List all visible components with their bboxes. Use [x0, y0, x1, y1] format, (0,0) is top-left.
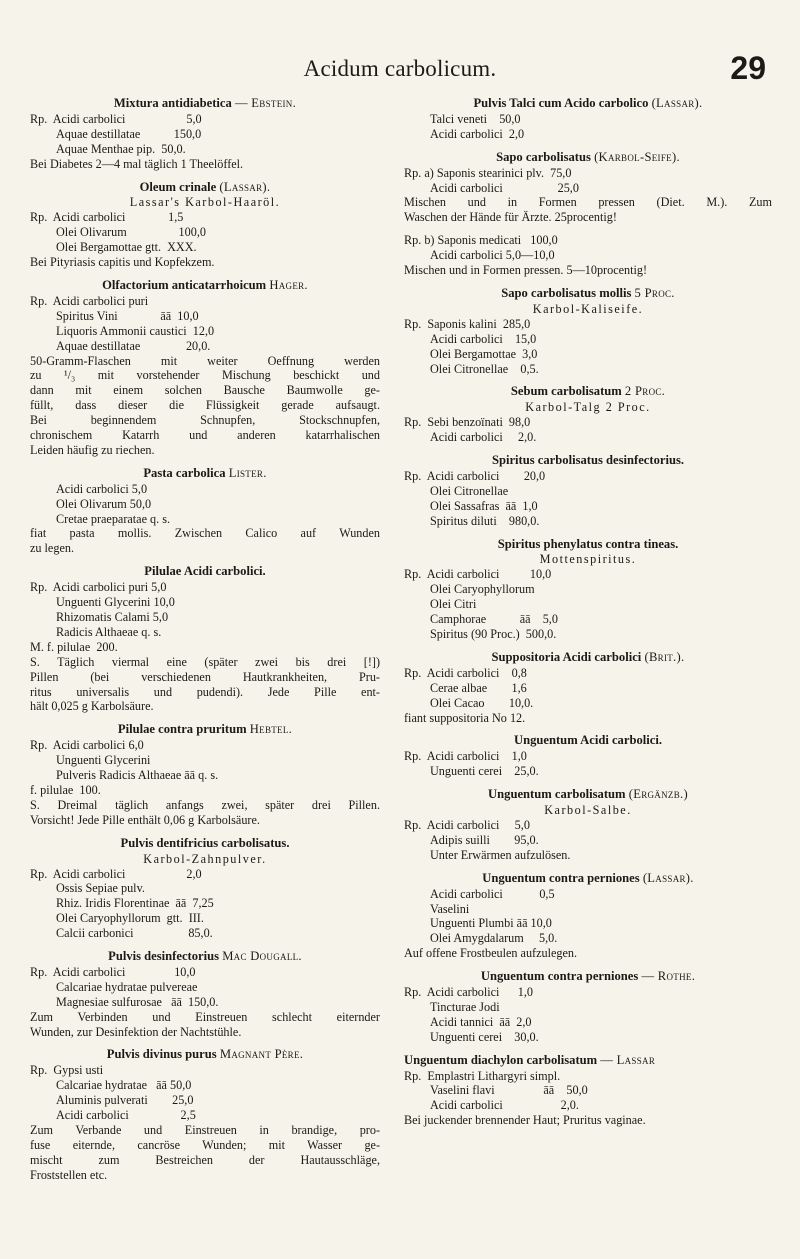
recipe-line: Ossis Sepiae pulv.: [56, 881, 145, 896]
recipe-subtitle: Mottenspiritus.: [539, 552, 637, 567]
recipe-line: Olei Amygdalarum 5,0.: [430, 931, 558, 946]
recipe-section: [30, 1047, 380, 1182]
recipe-line: M. f. pilulae 200.: [30, 639, 118, 654]
recipe-line: Rp. Sebi benzoïnati 98,0: [404, 415, 531, 430]
recipe-title-text: Unguentum diachylon carbolisatum: [404, 1052, 598, 1067]
recipe-subtitle: Karbol-Salbe.: [544, 803, 632, 818]
recipe-title-text: Pulvis dentifricius carbolisatus.: [120, 835, 290, 850]
recipe-note-line: Leiden häufig zu riechen.: [30, 442, 155, 457]
recipe-line: Aluminis pulverati 25,0: [56, 1093, 194, 1108]
recipe-title-text: Suppositoria Acidi carbolici: [491, 649, 642, 664]
recipe-line: Rp. Acidi carbolici 10,0: [404, 567, 552, 582]
recipe-line: Olei Citronellae 0,5.: [430, 361, 539, 376]
recipe-note-line: Wunden, zur Desinfektion der Nachtstühle.: [30, 1024, 242, 1039]
recipe-line: Spiritus Vini āā 10,0: [56, 308, 199, 323]
recipe-title: [30, 96, 380, 111]
recipe-title: [404, 733, 772, 748]
recipe-line: Bei juckender brennender Haut; Pruritus vaginae.: [404, 1113, 646, 1128]
recipe-title-text: Pasta carbolica: [143, 465, 226, 480]
recipe-section: [30, 466, 380, 556]
recipe-section: [404, 286, 772, 376]
recipe-title-text: Sapo carbolisatus mollis: [501, 285, 632, 300]
recipe-section: [404, 96, 772, 142]
recipe-title-text: Unguentum Acidi carbolici.: [514, 733, 662, 748]
recipe-line: Unguenti Glycerini: [56, 753, 151, 768]
recipe-note-line: zu ¹/₃ mit vorstehender Mischung beschickt und: [30, 368, 380, 383]
recipe-title-text: Oleum crinale: [139, 179, 217, 194]
recipe-line: Rhiz. Iridis Florentinae āā 7,25: [56, 896, 214, 911]
recipe-title: [30, 278, 380, 293]
recipe-line: Spiritus diluti 980,0.: [430, 513, 540, 528]
recipe-section: [30, 722, 380, 827]
recipe-note: [404, 195, 772, 225]
recipe-note-line: Bei beginnendem Schnupfen, Stockschnupfen,: [30, 413, 380, 428]
recipe-note: [30, 655, 380, 715]
recipe-line: Acidi carbolici 2,0.: [430, 1098, 579, 1113]
recipe-note-line: 50-Gramm-Flaschen mit weiter Oeffnung werden: [30, 353, 380, 368]
recipe-line: Vaselini flavi āā 50,0: [430, 1083, 588, 1098]
recipe-note-line: fiat pasta mollis. Zwischen Calico auf Wunden: [30, 526, 380, 541]
recipe-author: Hager.: [269, 277, 308, 292]
recipe-note-line: Zum Verbinden und Einstreuen schlecht eiternder: [30, 1009, 380, 1024]
recipe-line: Rp. Acidi carbolici 1,0: [404, 749, 527, 764]
recipe-title: [404, 96, 772, 111]
recipe-author: (Ergänzb.): [628, 787, 688, 802]
recipe-section: [404, 871, 772, 961]
recipe-line: Rp. Acidi carbolici 0,8: [404, 665, 527, 680]
recipe-section: [404, 733, 772, 779]
recipe-note-line: S. Dreimal täglich anfangs zwei, später drei Pillen.: [30, 797, 380, 812]
recipe-note-line: zu legen.: [30, 541, 74, 556]
recipe-line: Adipis suilli 95,0.: [430, 832, 539, 847]
recipe-line: Olei Citri: [430, 597, 477, 612]
recipe-note-line: dann mit einem solchen Bausche Baumwolle ge-: [30, 383, 380, 398]
recipe-line: Camphorae āā 5,0: [430, 612, 558, 627]
recipe-subtitle: Karbol-Kaliseife.: [532, 301, 644, 316]
recipe-line: Rp. Saponis kalini 285,0: [404, 316, 531, 331]
recipe-subtitle: Lassar's Karbol-Haaröl.: [129, 195, 281, 210]
recipe-section: [404, 150, 772, 226]
recipe-note-line: ritus universalis und pudendi). Jede Pille ent-: [30, 684, 380, 699]
recipe-line: Rp. b) Saponis medicati 100,0: [404, 233, 558, 248]
recipe-line: Aquae destillatae 20,0.: [56, 338, 211, 353]
recipe-title: [30, 180, 380, 195]
recipe-line: Olei Sassafras āā 1,0: [430, 498, 538, 513]
recipe-line: Acidi carbolici 5,0—10,0: [430, 248, 555, 263]
recipe-title: [404, 286, 772, 301]
recipe-line: Cerae albae 1,6: [430, 680, 527, 695]
recipe-section: [30, 278, 380, 458]
recipe-line: Calcii carbonici 85,0.: [56, 926, 213, 941]
recipe-section: [404, 1053, 772, 1129]
recipe-line: Rp. Acidi carbolici 5,0: [30, 111, 202, 126]
recipe-author: 2 Proc.: [624, 384, 666, 399]
recipe-subtitle: Karbol-Zahnpulver.: [143, 851, 267, 866]
recipe-line: Rp. Acidi carbolici puri: [30, 293, 149, 308]
recipe-line: Bei Pityriasis capitis und Kopfekzem.: [30, 255, 215, 270]
recipe-line: Olei Olivarum 50,0: [56, 496, 152, 511]
recipe-subtitle: Karbol-Talg 2 Proc.: [525, 400, 651, 415]
recipe-line: Rp. Acidi carbolici 1,0: [404, 985, 533, 1000]
recipe-title-text: Unguentum carbolisatum: [488, 787, 626, 802]
recipe-title-text: Mixtura antidiabetica: [113, 96, 232, 110]
recipe-line: Magnesiae sulfurosae āā 150,0.: [56, 994, 219, 1009]
recipe-section: [404, 650, 772, 726]
recipe-note-line: fuse eiternde, cancröse Wunden; mit Wasser ge-: [30, 1137, 380, 1152]
recipe-note-line: hält 0,025 g Karbolsäure.: [30, 699, 154, 714]
recipe-title-text: Olfactorium anticatarrhoicum: [102, 277, 267, 292]
recipe-section: [404, 969, 772, 1045]
recipe-author: Lister.: [228, 465, 267, 480]
recipe-note-line: chronischem Katarrh und anderen katarrhalischen: [30, 428, 380, 443]
page-header: [0, 52, 800, 92]
recipe-section: [30, 836, 380, 941]
recipe-line: Rhizomatis Calami 5,0: [56, 610, 169, 624]
recipe-line: Acidi carbolici 2,0.: [430, 430, 537, 445]
recipe-line: Unguenti Plumbi āā 10,0: [430, 916, 552, 931]
recipe-section: [30, 949, 380, 1039]
recipe-note: [30, 354, 380, 458]
recipe-note-line: Mischen und in Formen pressen. 5—10procentig!: [404, 263, 648, 278]
recipe-line: Olei Citronellae: [430, 483, 509, 498]
recipe-line: Rp. Acidi carbolici 5,0: [404, 817, 530, 832]
recipe-section: [404, 233, 772, 278]
recipe-author: (Lassar).: [642, 870, 694, 885]
recipe-note-line: Froststellen etc.: [30, 1167, 108, 1182]
recipe-title: [404, 150, 772, 165]
recipe-line: Pulveris Radicis Althaeae āā q. s.: [56, 768, 219, 783]
recipe-section: [30, 96, 380, 172]
recipe-line: Liquoris Ammonii caustici 12,0: [56, 323, 215, 338]
recipe-title-text: Pilulae contra pruritum: [117, 722, 247, 737]
recipe-line: Radicis Althaeae q. s.: [56, 624, 162, 639]
recipe-title: [404, 650, 772, 665]
recipe-title-text: Pilulae Acidi carbolici.: [144, 564, 266, 579]
recipe-title-text: Sapo carbolisatus: [496, 149, 591, 164]
recipe-title-text: Unguentum contra perniones: [480, 969, 639, 984]
page-number: 29: [730, 50, 766, 86]
recipe-line: Vaselini: [430, 901, 470, 916]
recipe-author: (Lassar).: [651, 96, 703, 110]
recipe-section: [404, 537, 772, 642]
recipe-title: [404, 453, 772, 468]
recipe-line: Tincturae Jodi: [430, 999, 500, 1014]
recipe-line: Rp. Gypsi usti: [30, 1063, 104, 1078]
recipe-title: [404, 871, 772, 886]
recipe-title: [30, 1047, 380, 1062]
recipe-note-line: füllt, dass dieser die Flüssigkeit gerade aufsaugt.: [30, 398, 380, 413]
recipe-line: Acidi carbolici 2,0: [430, 126, 525, 141]
recipe-title: [30, 836, 380, 851]
recipe-line: fiant suppositoria No 12.: [404, 710, 526, 725]
recipe-note: [30, 526, 380, 556]
recipe-title: [30, 466, 380, 481]
recipe-line: Acidi carbolici 5,0: [56, 481, 148, 496]
recipe-title-text: Pulvis divinus purus: [106, 1047, 217, 1062]
recipe-title-text: Spiritus phenylatus contra tineas.: [497, 536, 679, 551]
recipe-section: [404, 384, 772, 445]
recipe-title-text: Sebum carbolisatum: [510, 384, 622, 399]
recipe-line: Unguenti Glycerini 10,0: [56, 595, 175, 610]
recipe-note-line: S. Täglich viermal eine (später zwei bis drei [!]): [30, 654, 380, 669]
recipe-line: Olei Caryophyllorum: [430, 582, 535, 597]
recipe-note-line: Mischen und in Formen pressen (Diet. M.). Zum: [404, 195, 772, 210]
recipe-line: Aquae destillatae 150,0: [56, 126, 202, 141]
recipe-author: (Brit.).: [644, 649, 685, 664]
recipe-title: [30, 564, 380, 579]
recipe-line: Acidi carbolici 2,5: [56, 1108, 196, 1123]
recipe-author: — Rothe.: [641, 969, 696, 984]
recipe-line: Auf offene Frostbeulen aufzulegen.: [404, 946, 578, 961]
recipe-line: Olei Caryophyllorum gtt. III.: [56, 911, 204, 926]
recipe-title: [404, 1053, 772, 1068]
recipe-line: Olei Olivarum 100,0: [56, 225, 206, 240]
recipe-note-line: Zum Verbande und Einstreuen in brandige, pro-: [30, 1123, 380, 1137]
recipe-line: Olei Bergamottae gtt. XXX.: [56, 240, 197, 255]
recipe-note: [30, 1010, 380, 1040]
recipe-line: Calcariae hydratae āā 50,0: [56, 1078, 192, 1093]
recipe-title-text: Pulvis desinfectorius: [108, 949, 220, 964]
recipe-title: [404, 384, 772, 399]
recipe-author: (Lassar).: [219, 179, 271, 194]
recipe-line: Aquae Menthae pip. 50,0.: [56, 141, 186, 156]
recipe-line: Bei Diabetes 2—4 mal täglich 1 Theelöffel.: [30, 156, 244, 171]
recipe-line: Rp. a) Saponis stearinici plv. 75,0: [404, 165, 572, 180]
recipe-note-line: Waschen der Hände für Ärzte. 25procentig!: [404, 210, 617, 225]
recipe-note: [30, 798, 380, 828]
right-column: [404, 96, 772, 1136]
recipe-author: — Ebstein.: [234, 96, 297, 110]
recipe-line: Acidi carbolici 25,0: [430, 180, 579, 195]
recipe-line: Unter Erwärmen aufzulösen.: [430, 847, 571, 862]
recipe-line: Rp. Acidi carbolici 6,0: [30, 738, 144, 753]
recipe-author: Hebtel.: [249, 722, 293, 737]
recipe-line: Spiritus (90 Proc.) 500,0.: [430, 627, 557, 641]
recipe-title: [30, 949, 380, 964]
recipe-note-line: Pillen (bei verschiedenen Hautkrankheiten, Pru-: [30, 669, 380, 684]
recipe-line: Rp. Emplastri Lithargyri simpl.: [404, 1068, 561, 1083]
recipe-line: Olei Cacao 10,0.: [430, 695, 534, 710]
recipe-line: f. pilulae 100.: [30, 782, 101, 797]
recipe-line: Unguenti cerei 25,0.: [430, 764, 539, 779]
recipe-line: Rp. Acidi carbolici 10,0: [30, 964, 196, 979]
recipe-note-line: Vorsicht! Jede Pille enthält 0,06 g Karbolsäure.: [30, 812, 260, 827]
recipe-title: [404, 969, 772, 984]
recipe-author: Mac Dougall.: [222, 949, 302, 964]
recipe-title-text: Pulvis Talci cum Acido carbolico: [473, 96, 649, 110]
recipe-line: Olei Bergamottae 3,0: [430, 346, 538, 361]
recipe-author: — Lassar: [600, 1052, 656, 1067]
recipe-section: [30, 180, 380, 270]
recipe-author: (Karbol-Seife).: [594, 149, 680, 164]
recipe-title: [30, 722, 380, 737]
recipe-line: Acidi carbolici 0,5: [430, 886, 555, 901]
recipe-title: [404, 787, 772, 802]
recipe-line: Rp. Acidi carbolici 20,0: [404, 468, 546, 483]
recipe-line: Cretae praeparatae q. s.: [56, 511, 171, 526]
left-column: [30, 96, 380, 1191]
recipe-line: Rp. Acidi carbolici 2,0: [30, 866, 202, 881]
recipe-line: Rp. Acidi carbolici 1,5: [30, 210, 184, 225]
recipe-note: [30, 1123, 380, 1183]
recipe-section: [404, 453, 772, 529]
recipe-line: Rp. Acidi carbolici puri 5,0: [30, 580, 167, 595]
running-title: Acidum carbolicum.: [303, 56, 497, 81]
recipe-title-text: Unguentum contra perniones: [482, 870, 640, 885]
recipe-line: Unguenti cerei 30,0.: [430, 1029, 539, 1044]
recipe-line: Acidi carbolici 15,0: [430, 331, 537, 346]
recipe-line: Calcariae hydratae pulvereae: [56, 979, 198, 994]
recipe-section: [404, 787, 772, 863]
recipe-note-line: mischt zum Bestreichen der Hautausschläge,: [30, 1152, 380, 1167]
recipe-title-text: Spiritus carbolisatus desinfectorius.: [491, 453, 685, 468]
recipe-line: Talci veneti 50,0: [430, 111, 521, 126]
recipe-line: Acidi tannici āā 2,0: [430, 1014, 532, 1029]
recipe-section: [30, 564, 380, 714]
recipe-author: Magnant Père.: [219, 1047, 304, 1062]
recipe-note: [404, 263, 772, 278]
recipe-author: 5 Proc.: [634, 285, 675, 300]
recipe-title: [404, 537, 772, 552]
